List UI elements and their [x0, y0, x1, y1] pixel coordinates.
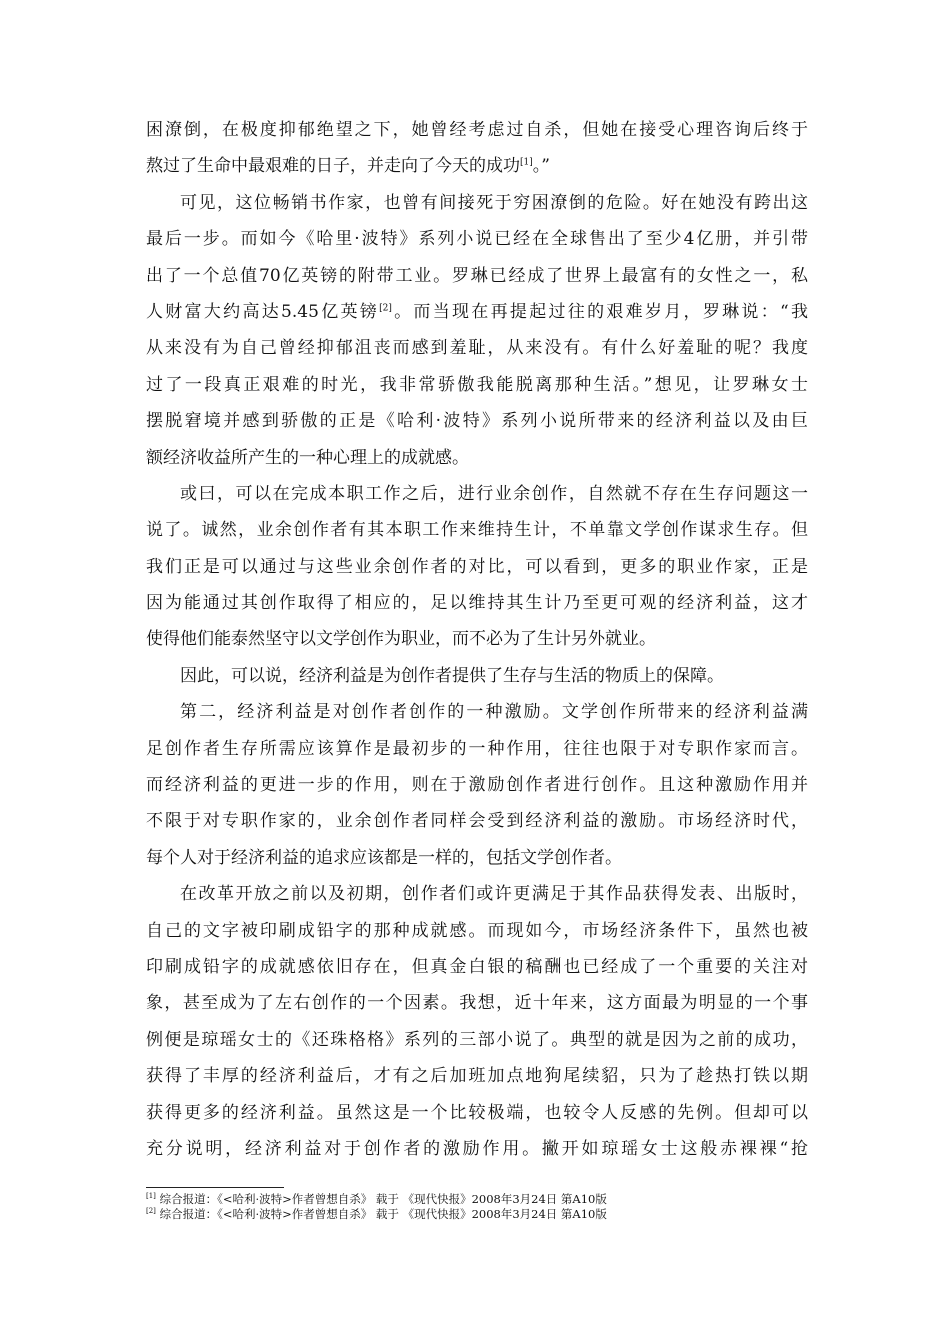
text-run: 。而当现在再提起过往的艰难岁月，罗琳说：“我: [391, 301, 808, 322]
text-line: 不限于对专职作家的，业余创作者同样会受到经济利益的激励。市场经济时代，: [146, 811, 808, 832]
text-line: 因为能通过其创作取得了相应的，足以维持其生计乃至更可观的经济利益，这才: [146, 593, 808, 614]
text-line: 在改革开放之前以及初期，创作者们或许更满足于其作品获得发表、出版时，: [180, 884, 808, 905]
text-line: [146, 294, 808, 330]
text-line: 而经济利益的更进一步的作用，则在于激励创作者进行创作。且这种激励作用并: [146, 775, 808, 796]
text-line: 过了一段真正艰难的时光，我非常骄傲我能脱离那种生活。”想见，让罗琳女士: [146, 374, 808, 395]
footnote-ref-1[interactable]: [1]: [520, 157, 533, 168]
text-line: 因此，可以说，经济利益是为创作者提供了生存与生活的物质上的保障。: [180, 665, 724, 686]
footnote-ref-2[interactable]: [2]: [379, 303, 392, 314]
text-line: [146, 148, 808, 184]
text-line: 足创作者生存所需应该算作是最初步的一种作用，往往也限于对专职作家而言。: [146, 738, 808, 759]
footnote-mark: [2]: [146, 1207, 156, 1216]
text-line: 获得了丰厚的经济利益后，才有之后加班加点地狗尾续貂，只为了趁热打铁以期: [146, 1066, 808, 1087]
text-line: 可见，这位畅销书作家，也曾有间接死于穷困潦倒的危险。好在她没有跨出这: [180, 192, 808, 213]
footnote-text: 综合报道：《<哈利·波特>作者曾想自杀》 载于 《现代快报》2008年3月24日 第A10版: [159, 1207, 607, 1221]
text-line: 最后一步。而如今《哈里·波特》系列小说已经在全球售出了至少4亿册，并引带: [146, 229, 808, 250]
text-run: 人财富大约高达5.45亿英镑: [146, 301, 380, 322]
footnote-text: 综合报道：《<哈利·波特>作者曾想自杀》 载于 《现代快报》2008年3月24日 第A10版: [159, 1192, 607, 1206]
footnote-2: [146, 1207, 808, 1222]
text-line: 象，甚至成为了左右创作的一个因素。我想，近十年来，这方面最为明显的一个事: [146, 993, 808, 1014]
footnote-separator: [146, 1187, 284, 1188]
body-text: [146, 112, 808, 1167]
text-line: 从来没有为自己曾经抑郁沮丧而感到羞耻，从来没有。有什么好羞耻的呢？我度: [146, 338, 808, 359]
text-line: 使得他们能泰然坚守以文学创作为职业，而不必为了生计另外就业。: [146, 629, 656, 650]
text-run: 熬过了生命中最艰难的日子，并走向了今天的成功: [146, 156, 520, 177]
text-line: 第二，经济利益是对创作者创作的一种激励。文学创作所带来的经济利益满: [180, 702, 808, 723]
text-line: 说了。诚然，业余创作者有其本职工作来维持生计，不单靠文学创作谋求生存。但: [146, 520, 808, 541]
text-line: 困潦倒，在极度抑郁绝望之下，她曾经考虑过自杀，但她在接受心理咨询后终于: [146, 120, 808, 140]
text-line: 摆脱窘境并感到骄傲的正是《哈利·波特》系列小说所带来的经济利益以及由巨: [146, 411, 808, 432]
text-line: 充分说明，经济利益对于创作者的激励作用。撇开如琼瑶女士这般赤裸裸“抢: [146, 1138, 808, 1159]
footnotes: [146, 1192, 808, 1222]
footnote-1: [146, 1192, 808, 1207]
text-line: 自己的文字被印刷成铅字的那种成就感。而现如今，市场经济条件下，虽然也被: [146, 920, 808, 941]
text-line: 或曰，可以在完成本职工作之后，进行业余创作，自然就不存在生存问题这一: [180, 483, 808, 504]
text-line: 出了一个总值70亿英镑的附带工业。罗琳已经成了世界上最富有的女性之一，私: [146, 265, 808, 286]
text-line: 获得更多的经济利益。虽然这是一个比较极端，也较令人反感的先例。但却可以: [146, 1102, 808, 1123]
text-line: 例便是琼瑶女士的《还珠格格》系列的三部小说了。典型的就是因为之前的成功，: [146, 1029, 808, 1050]
text-line: 我们正是可以通过与这些业余创作者的对比，可以看到，更多的职业作家，正是: [146, 556, 808, 577]
text-line: 印刷成铅字的成就感依旧存在，但真金白银的稿酬也已经成了一个重要的关注对: [146, 956, 808, 977]
text-line: 额经济收益所产生的一种心理上的成就感。: [146, 447, 469, 468]
text-line: 每个人对于经济利益的追求应该都是一样的，包括文学创作者。: [146, 847, 622, 868]
footnote-mark: [1]: [146, 1192, 156, 1201]
text-run: 。”: [532, 156, 550, 177]
